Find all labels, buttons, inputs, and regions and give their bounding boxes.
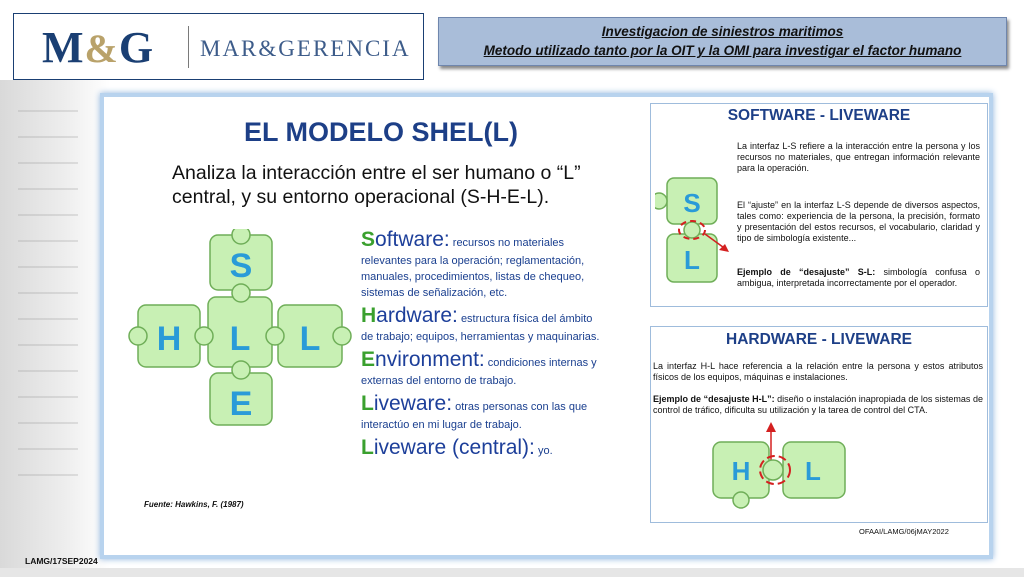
- software-para1: La interfaz L-S refiere a la interacción entre la persona y los recursos no materiales, que entregan información relevante para la operación.: [737, 141, 980, 173]
- definition-environment: [361, 347, 606, 389]
- hardware-puzzle-label-h: H: [731, 456, 751, 486]
- definition-term: iveware (central):: [373, 436, 535, 459]
- software-example: [737, 267, 980, 289]
- logo: [13, 13, 424, 80]
- hardware-connector: [763, 460, 783, 480]
- hardware-liveware-panel: [650, 326, 988, 523]
- puzzle-label-center: L: [229, 320, 251, 358]
- software-knob-s: [655, 193, 667, 209]
- definition-text: recursos no materiales relevantes para la operación; reglamentación, manuales, procedimientos, listas de chequeo, sistemas de señalización, etc.: [361, 237, 585, 299]
- definition-term: ardware:: [376, 304, 458, 327]
- logo-mark-amp: &: [84, 26, 119, 71]
- shel-puzzle-diagram: [118, 229, 358, 429]
- header-title-line1: Investigacion de siniestros maritimos: [601, 24, 844, 39]
- logo-mark-right: G: [118, 23, 155, 72]
- software-liveware-panel: [650, 103, 988, 307]
- definition-software: [361, 227, 606, 301]
- definition-cap: L: [361, 436, 374, 459]
- definition-cap: H: [361, 304, 377, 327]
- puzzle-connector-right: [266, 327, 284, 345]
- definition-text: condiciones internas y externas del entorno de trabajo.: [361, 357, 597, 387]
- definition-cap: S: [361, 228, 376, 251]
- software-example-label: Ejemplo de “desajuste” S-L:: [737, 267, 876, 277]
- hardware-example-text: diseño o instalación inapropiada de los sistemas de control de tráfico, dificulta su utilización y la tarea de control del CTA.: [653, 394, 983, 415]
- software-puzzle-label-l: L: [684, 245, 700, 275]
- hardware-puzzle-label-l: L: [805, 456, 821, 486]
- source-citation: Fuente: Hawkins, F. (1987): [144, 500, 244, 509]
- definition-cap: E: [361, 348, 376, 371]
- hardware-panel-title: HARDWARE - LIVEWARE: [726, 331, 912, 348]
- slide-subtitle: Analiza la interacción entre el ser humano o “L” central, y su entorno operacional (S-H-E-L).: [172, 162, 581, 208]
- logo-mark: [42, 22, 154, 73]
- puzzle-connector-left: [195, 327, 213, 345]
- header-title-line2: Metodo utilizado tanto por la OIT y la OMI para investigar el factor humano: [483, 43, 962, 58]
- definition-text: estructura física del ámbito de trabajo; equipos, herramientas y maquinarias.: [361, 313, 600, 343]
- software-para2: El “ajuste” en la interfaz L-S depende de diversos aspectos, tales como: experiencia de la persona, la precisión, formato y presentación del estos recursos, el vocabulario, claridad y tipo de simbología existente...: [737, 200, 980, 243]
- definition-cap: L: [361, 392, 374, 415]
- footer-date: LAMG/17SEP2024: [25, 556, 98, 566]
- logo-name: MAR&GERENCIA: [200, 36, 411, 61]
- puzzle-knob-s: [232, 229, 250, 244]
- puzzle-knob-h: [129, 327, 147, 345]
- puzzle-connector-bottom: [232, 361, 250, 379]
- puzzle-label-s: S: [229, 247, 253, 285]
- hardware-para1: La interfaz H-L hace referencia a la relación entre la persona y estos atributos físicos de los equipos, máquinas e instalaciones.: [653, 361, 983, 382]
- definition-text: yo.: [537, 445, 553, 457]
- logo-mark-left: M: [42, 23, 85, 72]
- definition-text: otras personas con las que interactúo en mi lugar de trabajo.: [361, 401, 588, 431]
- hardware-puzzle: [705, 412, 895, 517]
- definition-term: iveware:: [373, 392, 453, 415]
- header-title-box: [438, 17, 1007, 66]
- slide: [100, 93, 993, 559]
- slide-title: EL MODELO SHEL(L): [244, 117, 518, 147]
- definition-term: nvironment:: [375, 348, 485, 371]
- puzzle-connector-top: [232, 284, 250, 302]
- software-example-text: simbología confusa o ambigua, interpretada incorrectamente por el operador.: [737, 267, 980, 288]
- slide-code: OFAAI/LAMG/06jMAY2022: [859, 527, 949, 536]
- software-puzzle-label-s: S: [683, 188, 701, 218]
- definition-term: oftware:: [375, 228, 450, 251]
- definition-liveware-central: [361, 435, 606, 461]
- background-ship-image: [0, 80, 110, 577]
- puzzle-label-h: H: [156, 320, 182, 358]
- puzzle-label-e: E: [229, 385, 253, 423]
- definition-liveware: [361, 391, 606, 433]
- hardware-example-label: Ejemplo de “desajuste H-L”:: [653, 394, 775, 404]
- logo-divider: [188, 26, 189, 68]
- shel-definitions: [361, 227, 606, 463]
- puzzle-knob-l: [333, 327, 351, 345]
- bottom-strip: [0, 568, 1024, 577]
- software-panel-title: SOFTWARE - LIVEWARE: [727, 107, 911, 124]
- software-connector: [684, 222, 700, 238]
- hardware-arrow-head: [766, 422, 776, 432]
- definition-hardware: [361, 303, 606, 345]
- hardware-knob-h: [733, 492, 749, 508]
- puzzle-label-l: L: [299, 320, 321, 358]
